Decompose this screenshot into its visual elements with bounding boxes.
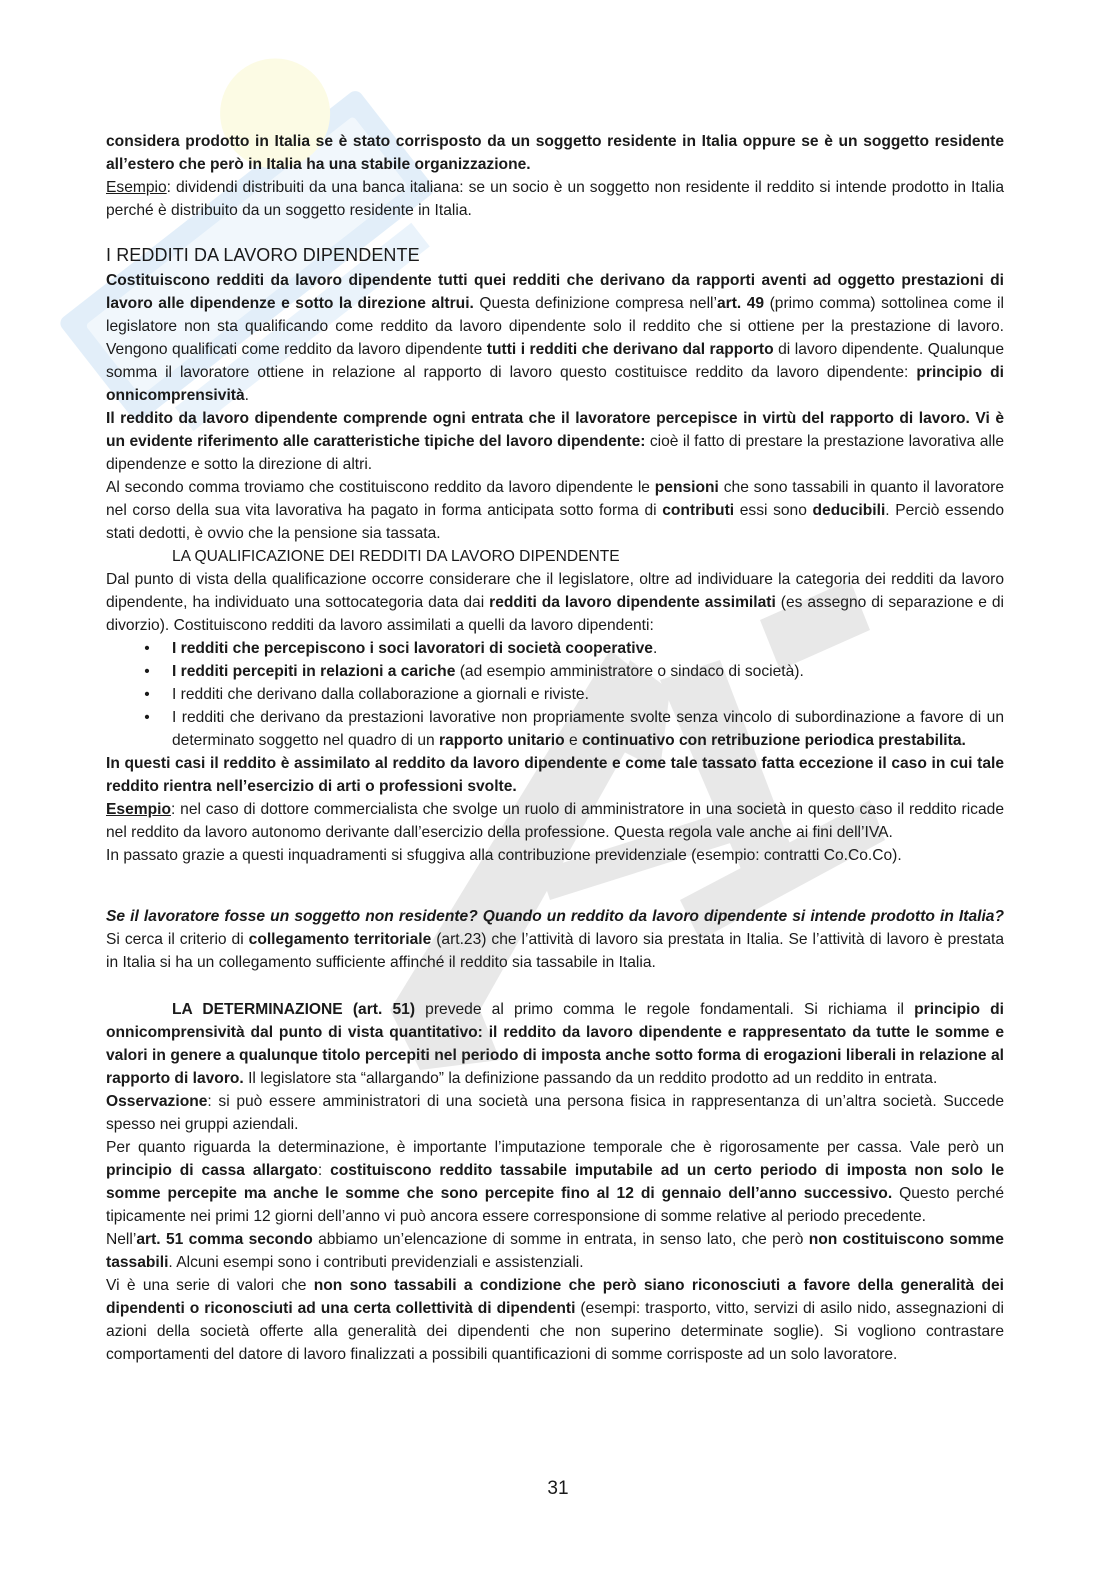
bullet-icon: •	[144, 709, 150, 726]
example-label: Esempio	[106, 179, 167, 196]
list-item: • I redditi che derivano dalla collaborazione a giornali e riviste.	[106, 683, 1004, 706]
spacer	[106, 867, 1004, 905]
section1-paragraph3: Al secondo comma troviamo che costituiscono reddito da lavoro dipendente le pensioni che sono tassabili in quanto il lavoratore nel corso della sua vita lavorativa ha pagato in forma anticipata sotto forma di contributi essi sono deducibili. Perciò essendo stati dedotti, è ovvio che la pensione sia tassata.	[106, 479, 1004, 542]
section4-paragraph2: Per quanto riguarda la determinazione, è importante l’imputazione temporale che è rigorosamente per cassa. Vale però un principio di cassa allargato: costituiscono reddito tassabile imputabile ad un certo periodo di imposta non solo le somme percepite ma anche le somme che sono percepite fino al 12 di gennaio dell’anno successivo. Questo perché tipicamente nei primi 12 giorni dell’anno vi può ancora essere corresponsione di somme relative al periodo precedente.	[106, 1139, 1004, 1225]
section4-paragraph4: Vi è una serie di valori che non sono tassabili a condizione che però siano riconosciuti a favore della generalità dei dipendenti o riconosciuti ad una certa collettività di dipendenti (esempi: trasporto, vitto, servizi di asilo nido, assegnazioni di azioni della società offerte alla generalità dei dipendenti che non superino determinate soglie). Si vogliono contrastare comportamenti del datore di lavoro finalizzati a possibili quantificazioni di somme corrisposte ad un solo lavoratore.	[106, 1277, 1004, 1363]
intro-example: Esempio: dividendi distribuiti da una banca italiana: se un socio è un soggetto non residente il reddito si intende prodotto in Italia perché è distribuito da un soggetto residente in Italia.	[106, 179, 1004, 219]
section-heading-redditi-lavoro-dipendente: I REDDITI DA LAVORO DIPENDENTE	[106, 245, 420, 265]
observation-label: Osservazione	[106, 1093, 208, 1110]
section1-paragraph2: Il reddito da lavoro dipendente comprende ogni entrata che il lavoratore percepisce in virtù del rapporto di lavoro. Vi è un evidente riferimento alle caratteristiche tipiche del lavoro dipendente: cioè il fatto di prestare la prestazione lavorativa alle dipendenze e sotto la direzione di altri.	[106, 410, 1004, 473]
bullet-icon: •	[144, 663, 150, 680]
list-item: • I redditi percepiti in relazioni a cariche (ad esempio amministratore o sindaco di società).	[106, 660, 1004, 683]
section4-paragraph1: LA DETERMINAZIONE (art. 51) prevede al primo comma le regole fondamentali. Si richiama il principio di onnicomprensività dal punto di vista quantitativo: il reddito da lavoro dipendente e rappresentato da tutte le somme e valori in genere a qualunque titolo percepiti nel periodo di imposta anche sotto forma di erogazioni liberali in relazione al rapporto di lavoro. Il legislatore sta “allargando” la definizione passando da un reddito prodotto ad un reddito in entrata.	[106, 1001, 1005, 1087]
assimilated-income-list	[106, 637, 1004, 752]
page-number: 31	[547, 1478, 569, 1499]
intro-paragraph: considera prodotto in Italia se è stato corrisposto da un soggetto residente in Italia oppure se è un soggetto residente all’estero che però in Italia ha una stabile organizzazione.	[106, 133, 1004, 173]
section3-paragraph: Se il lavoratore fosse un soggetto non residente? Quando un reddito da lavoro dipendente si intende prodotto in Italia? Si cerca il criterio di collegamento territoriale (art.23) che l’attività di lavoro sia prestata in Italia. Se l’attività di lavoro è prestata in Italia si ha un collegamento sufficiente affinché il reddito sia tassabile in Italia.	[106, 908, 1004, 971]
document-body	[106, 130, 1004, 1366]
section4-paragraph3: Nell’art. 51 comma secondo abbiamo un’elencazione di somme in entrata, in senso lato, che però non costituiscono somme tassabili. Alcuni esempi sono i contributi previdenziali e assistenziali.	[106, 1231, 1004, 1271]
section4-observation: Osservazione: si può essere amministratori di una società una persona fisica in rappresentanza di un’altra società. Succede spesso nei gruppi aziendali.	[106, 1093, 1004, 1133]
bullet-icon: •	[144, 686, 150, 703]
example-label: Esempio	[106, 801, 171, 818]
section2-paragraph1: Dal punto di vista della qualificazione occorre considerare che il legislatore, oltre ad individuare la categoria dei redditi da lavoro dipendente, ha individuato una sottocategoria data dai redditi da lavoro dipendente assimilati (es assegno di separazione e di divorzio). Costituiscono redditi da lavoro assimilati a quelli da lavoro dipendenti:	[106, 571, 1004, 634]
list-item: • I redditi che percepiscono i soci lavoratori di società cooperative.	[106, 637, 1004, 660]
section2-example: Esempio: nel caso di dottore commercialista che svolge un ruolo di amministratore in una società in questo caso il reddito ricade nel reddito da lavoro autonomo derivante dall’esercizio della professione. Questa regola vale anche ai fini dell’IVA.	[106, 801, 1004, 841]
spacer	[106, 974, 1004, 998]
bullet-icon: •	[144, 640, 150, 657]
section2-paragraph3: In passato grazie a questi inquadramenti si sfuggiva alla contribuzione previdenziale (esempio: contratti Co.Co.Co).	[106, 847, 902, 864]
subheading-qualificazione: LA QUALIFICAZIONE DEI REDDITI DA LAVORO DIPENDENTE	[172, 548, 620, 565]
list-item: • I redditi che derivano da prestazioni lavorative non propriamente svolte senza vincolo di subordinazione a favore di un determinato soggetto nel quadro di un rapporto unitario e continuativo con retribuzione periodica prestabilita.	[106, 706, 1004, 752]
section1-paragraph1: Costituiscono redditi da lavoro dipendente tutti quei redditi che derivano da rapporti aventi ad oggetto prestazioni di lavoro alle dipendenze e sotto la direzione altrui. Questa definizione compresa nell’art. 49 (primo comma) sottolinea come il legislatore non sta qualificando come reddito da lavoro dipendente solo il reddito che si ottiene per la prestazione di lavoro. Vengono qualificati come reddito da lavoro dipendente tutti i redditi che derivano dal rapporto di lavoro dipendente. Qualunque somma il lavoratore ottiene in relazione al rapporto di lavoro questo costituisce reddito da lavoro dipendente: principio di onnicomprensività.	[106, 272, 1005, 404]
section2-paragraph2: In questi casi il reddito è assimilato al reddito da lavoro dipendente e come tale tassato fatta eccezione il caso in cui tale reddito rientra nell’esercizio di arti o professioni svolte.	[106, 755, 1004, 795]
